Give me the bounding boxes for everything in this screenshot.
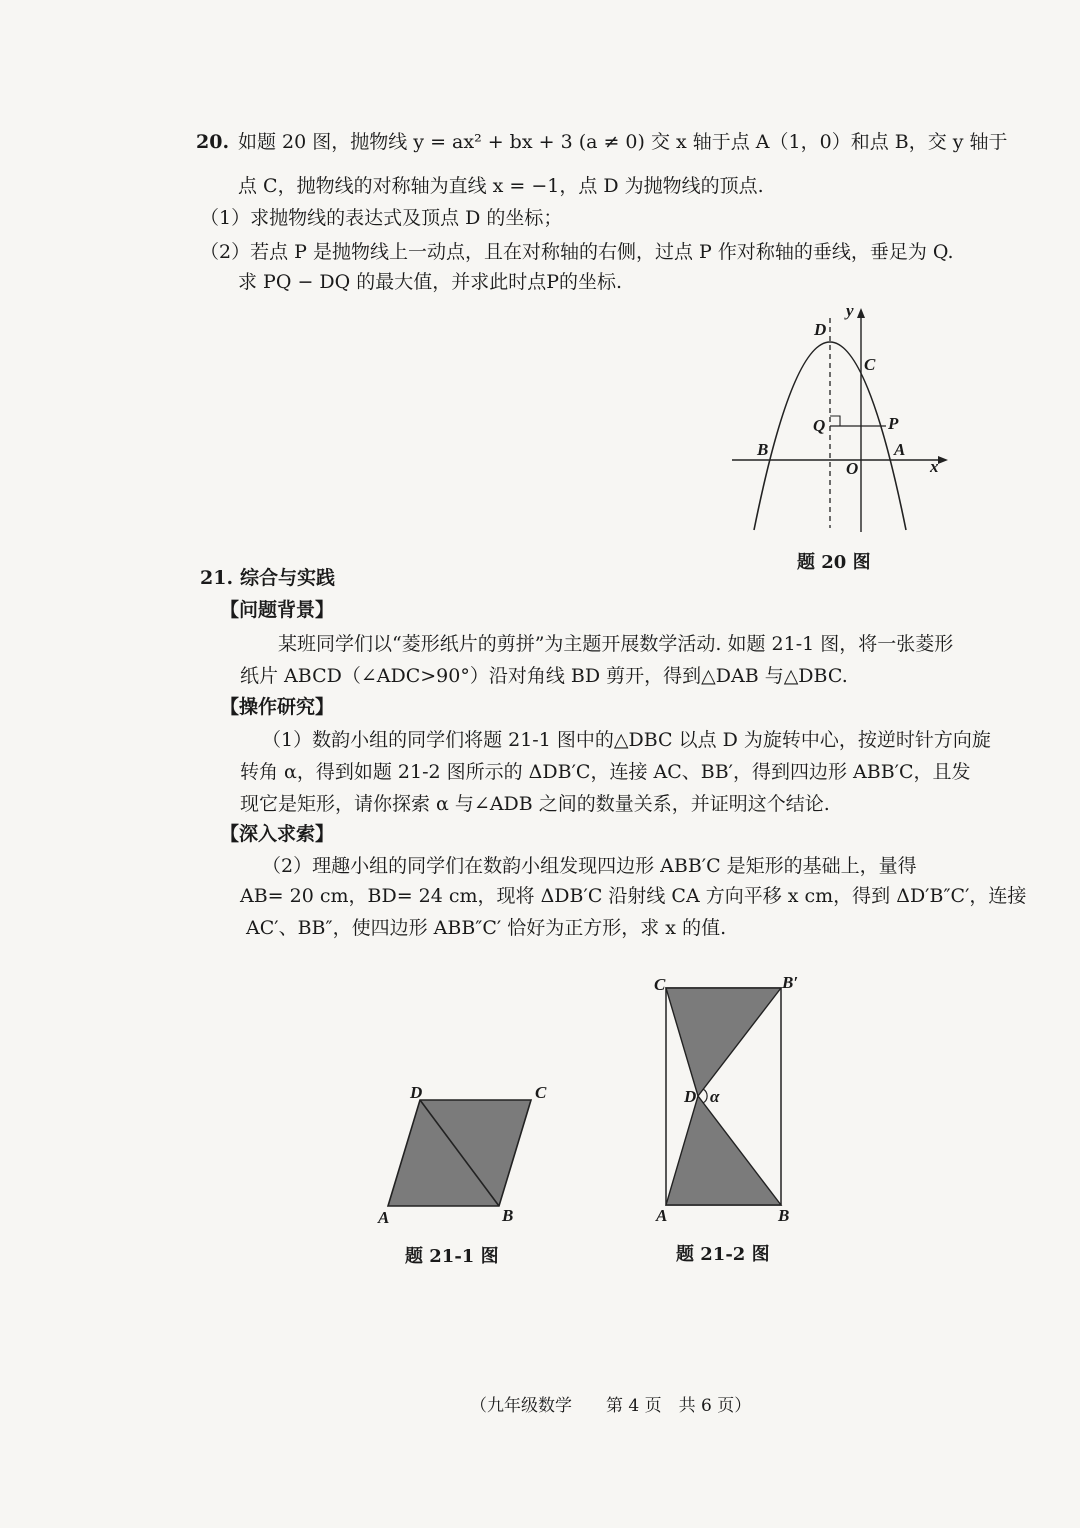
fig20-label-Q: Q — [813, 416, 826, 435]
q20-part2b: 求 PQ − DQ 的最大值，并求此时点P的坐标. — [238, 271, 623, 293]
q20-part2a: （2）若点 P 是抛物线上一动点，且在对称轴的右侧，过点 P 作对称轴的垂线，垂足为 Q. — [200, 241, 954, 263]
q21-op-line2: 转角 α，得到如题 21-2 图所示的 ΔDB′C，连接 AC、BB′，得到四边形 ABB′C，且发 — [240, 761, 971, 783]
fig20-label-x: x — [930, 457, 939, 476]
q21-bg-heading: 【问题背景】 — [220, 599, 335, 621]
q20-part1: （1）求抛物线的表达式及顶点 D 的坐标； — [200, 207, 563, 229]
fig20-label-y: y — [846, 301, 854, 320]
fig20-label-P: P — [888, 414, 899, 433]
q21-op-heading: 【操作研究】 — [220, 696, 335, 718]
q20-line1: 如题 20 图，抛物线 y = ax² + bx + 3 (a ≠ 0) 交 x 轴于点 A（1，0）和点 B，交 y 轴于 — [238, 131, 1008, 153]
q21-number: 21. — [200, 567, 234, 589]
fig20-label-O: O — [846, 459, 859, 478]
fig21-2-label-A: A — [656, 1206, 668, 1225]
q20-number: 20. — [196, 131, 230, 153]
figure-21-1-rhombus — [380, 1090, 560, 1220]
page-footer: （九年级数学 第 4 页 共 6 页） — [470, 1396, 752, 1416]
fig20-label-D: D — [814, 320, 827, 339]
fig21-2-label-C: C — [654, 975, 666, 994]
fig21-1-label-A: A — [378, 1208, 390, 1227]
fig21-2-label-Bprime: B′ — [782, 973, 799, 992]
q21-op-line3: 现它是矩形，请你探索 α 与∠ADB 之间的数量关系，并证明这个结论. — [240, 793, 830, 815]
fig21-2-label-alpha: α — [710, 1087, 720, 1106]
fig20-label-A: A — [894, 440, 906, 459]
q21-deep-line3: AC′、BB″，使四边形 ABB″C′ 恰好为正方形，求 x 的值. — [246, 917, 727, 939]
fig21-1-label-D: D — [410, 1083, 423, 1102]
fig20-caption: 题 20 图 — [797, 552, 871, 573]
q21-deep-heading: 【深入求索】 — [220, 823, 335, 845]
fig21-1-label-C: C — [535, 1083, 547, 1102]
fig20-label-C: C — [864, 355, 876, 374]
fig21-1-label-B: B — [502, 1206, 514, 1225]
q21-title: 综合与实践 — [240, 567, 336, 589]
q21-bg-line2: 纸片 ABCD（∠ADC>90°）沿对角线 BD 剪开，得到△DAB 与△DBC. — [240, 665, 848, 687]
fig20-label-B: B — [757, 440, 769, 459]
fig21-1-caption: 题 21-1 图 — [405, 1246, 499, 1267]
fig21-2-label-B: B — [778, 1206, 790, 1225]
figure-20-parabola — [720, 300, 960, 540]
fig21-2-label-D: D — [684, 1087, 697, 1106]
q20-line2: 点 C，抛物线的对称轴为直线 x = −1，点 D 为抛物线的顶点. — [238, 175, 764, 197]
q21-deep-line1: （2）理趣小组的同学们在数韵小组发现四边形 ABB′C 是矩形的基础上，量得 — [262, 855, 917, 877]
q21-deep-line2: AB= 20 cm，BD= 24 cm，现将 ΔDB′C 沿射线 CA 方向平移 x cm，得到 ΔD′B″C′，连接 — [240, 885, 1027, 907]
q21-op-line1: （1）数韵小组的同学们将题 21-1 图中的△DBC 以点 D 为旋转中心，按逆时针方向旋 — [262, 729, 991, 751]
fig21-2-caption: 题 21-2 图 — [676, 1244, 770, 1265]
q21-bg-line1: 某班同学们以“菱形纸片的剪拼”为主题开展数学活动. 如题 21-1 图，将一张菱形 — [278, 633, 954, 655]
figure-21-2-rectangle — [660, 985, 790, 1210]
